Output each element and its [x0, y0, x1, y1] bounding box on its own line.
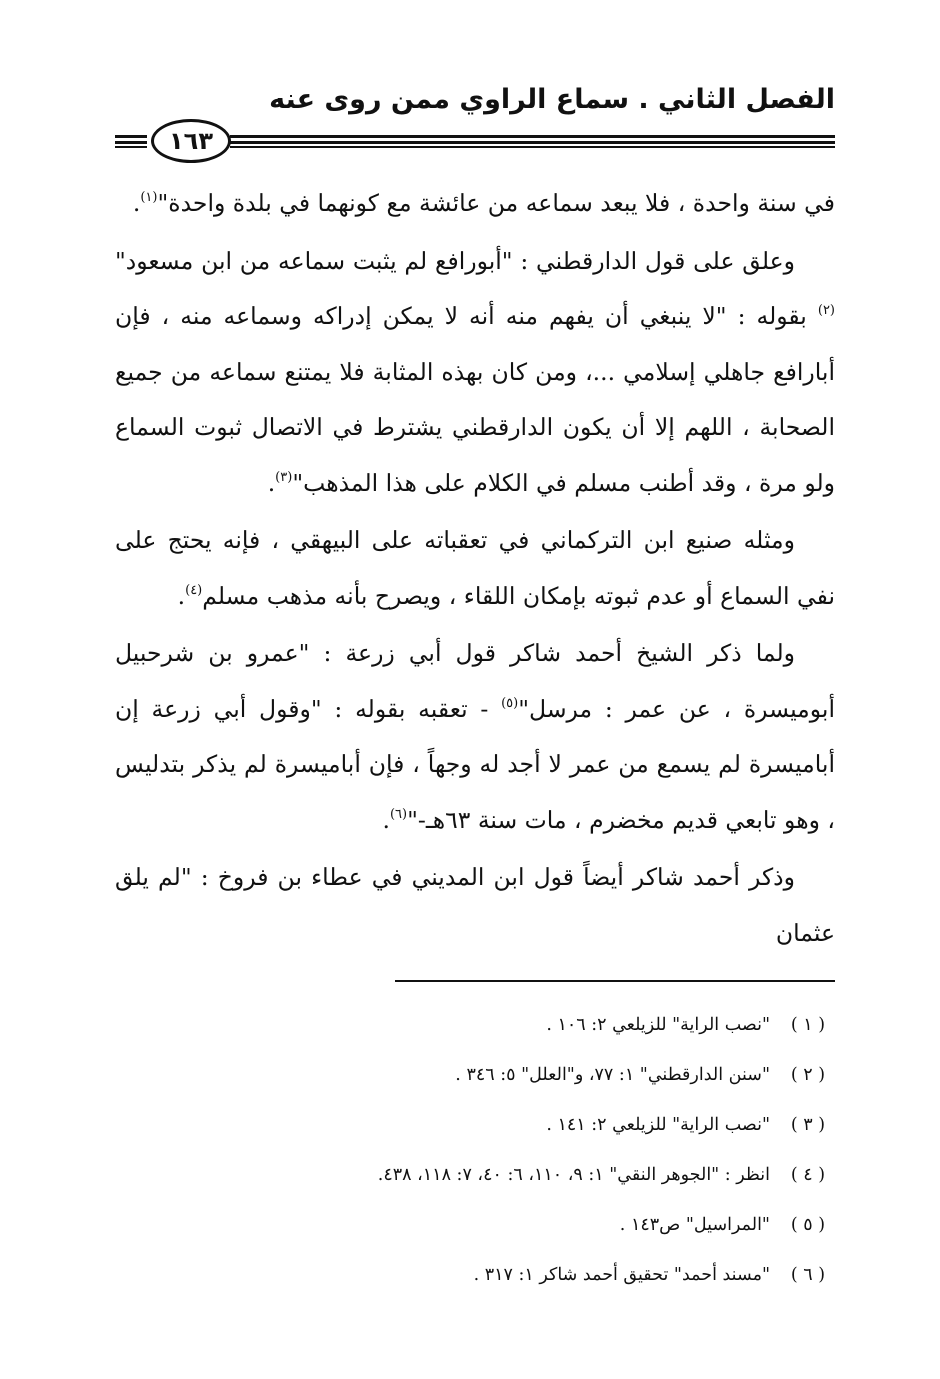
paragraph-text: .: [177, 581, 186, 610]
footnote: [270, 1250, 830, 1300]
header-rule: [230, 135, 835, 138]
footnote: [270, 1200, 830, 1250]
paragraph-text: بقوله : "لا ينبغي أن يفهم منه أنه لا يمكن إدراكه وسماعه منه ، فإن أبارافع جاهلي إسلامي ...، ومن كان بهذه المثابة فلا يمتنع سماعه من جميع الصحابة ، اللهم إلا أن يكون الدارقطني يشترط في الاتصال ثبوت السماع ولو مرة ، وقد أطنب مسلم في الكلام على هذا المذهب": [115, 302, 835, 497]
header-rule: [230, 141, 835, 144]
paragraph-text: ولما ذكر الشيخ أحمد شاكر قول أبي زرعة : "عمرو بن شرحبيل أبوميسرة ، عن عمر : مرسل": [115, 639, 835, 723]
chapter-title: الفصل الثاني . سماع الراوي ممن روى عنه: [269, 84, 835, 115]
footnote: [270, 1100, 830, 1150]
footnote-number: ( ١ ): [790, 1015, 826, 1035]
footnote-text: "نصب الراية" للزيلعي ٢: ١٠٦ .: [546, 1015, 770, 1035]
footnote-ref: (٥): [501, 695, 519, 711]
paragraph-text: .: [267, 468, 276, 497]
paragraph: [115, 513, 835, 624]
paragraph-text: في سنة واحدة ، فلا يبعد سماعه من عائشة مع كونهما في بلدة واحدة": [157, 189, 835, 217]
paragraph-text: وذكر أحمد شاكر أيضاً قول ابن المديني في عطاء بن فروخ : "لم يلق عثمان: [115, 863, 835, 947]
footnote-divider: [395, 980, 835, 982]
paragraph-text: وعلق على قول الدارقطني : "أبورافع لم يثبت سماعه من ابن مسعود": [115, 246, 795, 275]
footnote-ref: (٣): [275, 469, 293, 485]
footnote-text: "نصب الراية" للزيلعي ٢: ١٤١ .: [546, 1115, 770, 1135]
footnote-ref: (١): [140, 190, 158, 205]
footnote: [270, 1150, 830, 1200]
page-number: ١٦٣: [151, 119, 231, 163]
footnote-number: ( ٦ ): [790, 1265, 826, 1285]
footnote-number: ( ٤ ): [790, 1165, 826, 1185]
footnote-number: ( ٢ ): [790, 1065, 826, 1085]
footnote: [270, 1050, 830, 1100]
paragraph-text: .: [382, 805, 390, 834]
footnotes: [270, 1000, 830, 1300]
footnote-text: "المراسيل" ص١٤٣ .: [619, 1215, 770, 1235]
footnote-text: "مسند أحمد" تحقيق أحمد شاكر ١: ٣١٧ .: [473, 1265, 770, 1285]
footnote-ref: (٤): [185, 582, 203, 598]
header-rule: [230, 146, 835, 148]
paragraph-text: ومثله صنيع ابن التركماني في تعقباته على البيهقي ، فإنه يحتج على نفي السماع أو عدم ثبوته بإمكان اللقاء ، ويصرح بأنه مذهب مسلم: [115, 526, 835, 610]
body-text: [115, 176, 835, 963]
footnote-number: ( ٥ ): [790, 1215, 826, 1235]
footnote-text: انظر : "الجوهر النقي" ١: ٩، ١١٠، ٦: ٤٠، ٧: ١١٨، ٤٣٨.: [377, 1165, 770, 1185]
footnote-number: ( ٣ ): [790, 1115, 826, 1135]
header-rule: [115, 135, 147, 138]
page-header: [115, 78, 835, 173]
header-rule: [115, 141, 147, 144]
paragraph: [115, 850, 835, 961]
header-rule: [115, 146, 147, 148]
paragraph: [115, 626, 835, 848]
paragraph: [115, 176, 835, 232]
footnote-ref: (٦): [389, 806, 408, 822]
paragraph: [115, 234, 835, 512]
paragraph-text: - تعقبه بقوله : "وقول أبي زرعة إن أباميسرة لم يسمع من عمر لا أجد له وجهاً ، فإن أباميسرة لم يذكر بتدليس ، وهو تابعي قديم مخضرم ، مات سنة ٦٣هـ-": [115, 694, 835, 834]
footnote-ref: (٢): [817, 303, 835, 318]
footnote-text: "سنن الدارقطني" ١: ٧٧، و"العلل" ٥: ٣٤٦ .: [455, 1065, 770, 1085]
paragraph-text: .: [132, 189, 141, 217]
footnote: [270, 1000, 830, 1050]
